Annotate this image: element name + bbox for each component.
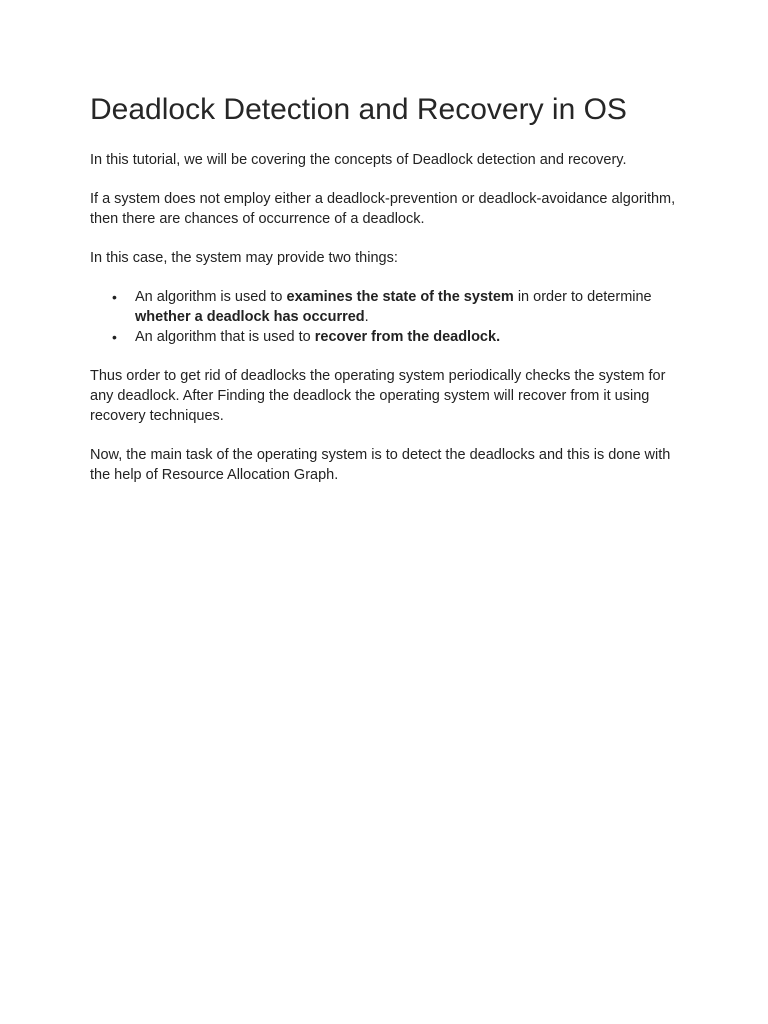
list-item	[90, 287, 680, 327]
list-item	[90, 327, 680, 347]
paragraph-second: If a system does not employ either a deadlock-prevention or deadlock-avoidance algorithm, then there are chances of occurrence of a deadlock.	[90, 191, 676, 227]
document-page	[90, 92, 680, 504]
paragraph-fifth: Now, the main task of the operating system is to detect the deadlocks and this is done with the help of Resource Allocation Graph.	[90, 447, 671, 483]
list-item-bold-text: recover from the deadlock.	[314, 329, 501, 345]
bullet-icon: •	[112, 289, 117, 305]
list-item-text: .	[364, 309, 369, 325]
list-item-text: in order to determine	[513, 289, 652, 305]
paragraph-fourth: Thus order to get rid of deadlocks the operating system periodically checks the system for any deadlock. After Finding the deadlock the operating system will recover from it using recovery techniques.	[90, 368, 666, 424]
paragraph-third: In this case, the system may provide two things:	[90, 250, 398, 266]
list-item-bold-text: whether a deadlock has occurred	[135, 309, 365, 325]
bullet-icon: •	[112, 329, 117, 345]
page-title: Deadlock Detection and Recovery in OS	[90, 93, 627, 126]
paragraph-intro: In this tutorial, we will be covering the concepts of Deadlock detection and recovery.	[90, 152, 627, 168]
bullet-list	[90, 287, 680, 347]
list-item-text: An algorithm is used to	[135, 289, 287, 305]
list-item-text: An algorithm that is used to	[135, 329, 315, 345]
list-item-bold-text: examines the state of the system	[286, 289, 514, 305]
